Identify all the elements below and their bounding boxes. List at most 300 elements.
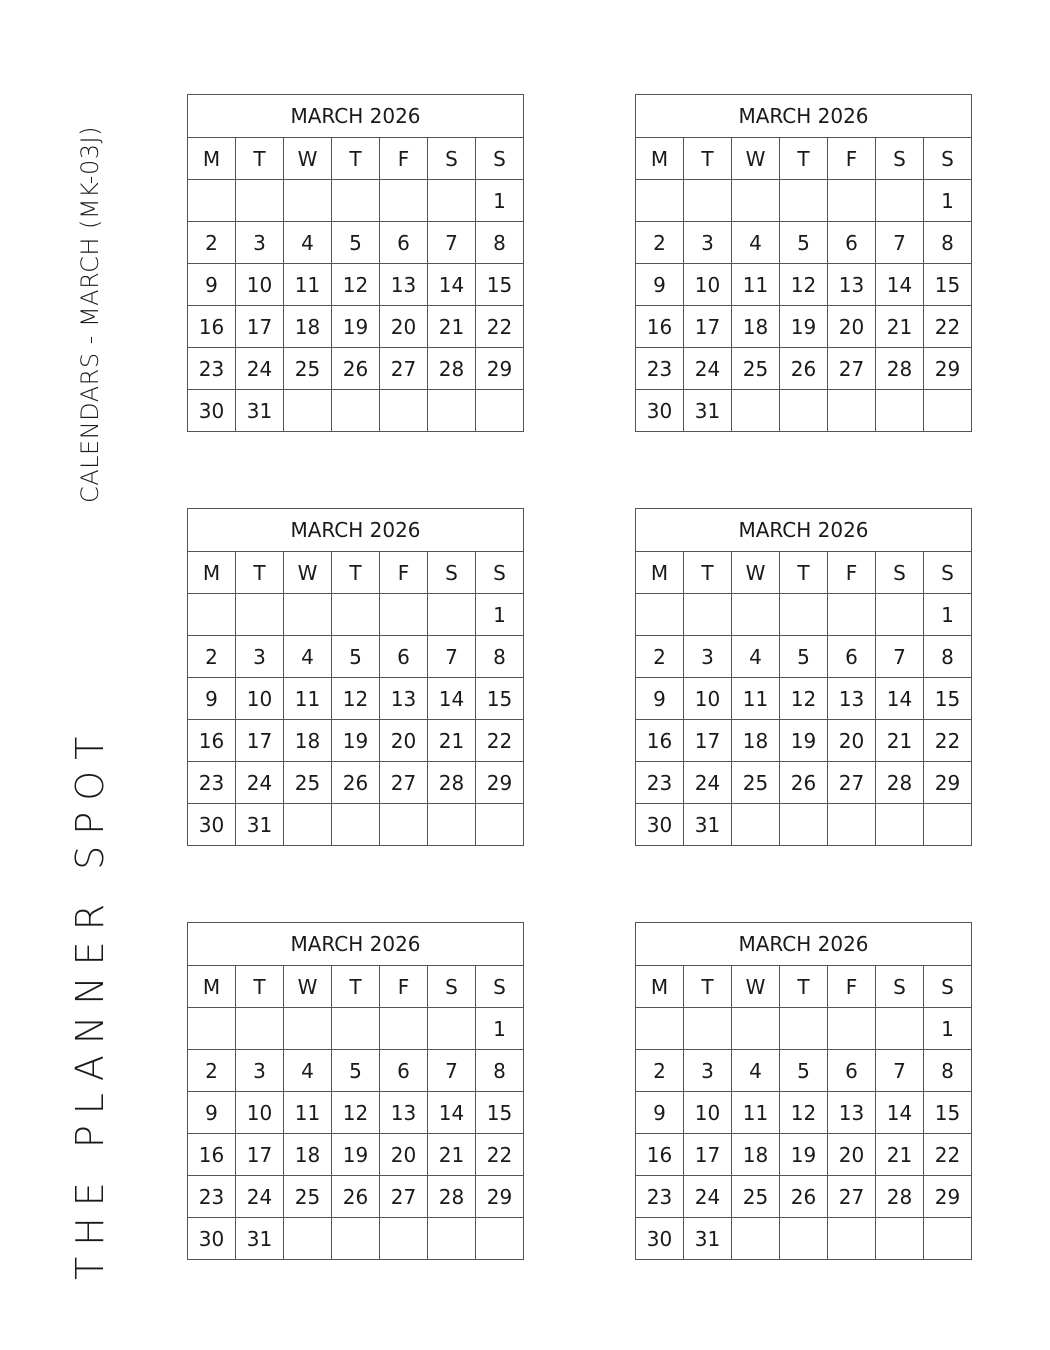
day-cell: 23 (636, 348, 684, 390)
day-cell: 26 (780, 762, 828, 804)
day-cell: 17 (236, 1134, 284, 1176)
day-cell: 13 (380, 678, 428, 720)
week-row (636, 222, 972, 264)
day-cell (924, 390, 972, 432)
day-cell: 6 (380, 1050, 428, 1092)
day-cell: 11 (732, 1092, 780, 1134)
day-cell: 26 (780, 1176, 828, 1218)
day-cell (828, 180, 876, 222)
day-cell: 5 (332, 222, 380, 264)
day-cell: 18 (284, 1134, 332, 1176)
day-cell: 18 (284, 306, 332, 348)
day-cell: 22 (924, 720, 972, 762)
day-cell: 16 (188, 306, 236, 348)
weekday-header: M (188, 552, 236, 594)
weekday-header: S (876, 552, 924, 594)
week-row (188, 1008, 524, 1050)
day-cell: 27 (828, 1176, 876, 1218)
weekday-header: F (828, 138, 876, 180)
day-cell: 25 (732, 1176, 780, 1218)
weekday-header: M (636, 552, 684, 594)
day-cell: 10 (684, 1092, 732, 1134)
day-cell: 19 (780, 720, 828, 762)
day-cell: 23 (188, 348, 236, 390)
day-cell: 11 (732, 264, 780, 306)
day-cell (780, 594, 828, 636)
week-row (636, 804, 972, 846)
day-cell: 3 (236, 222, 284, 264)
day-cell: 2 (188, 1050, 236, 1092)
day-cell: 1 (476, 180, 524, 222)
weekday-header: T (236, 966, 284, 1008)
day-cell: 27 (828, 762, 876, 804)
week-row (188, 804, 524, 846)
day-cell (380, 390, 428, 432)
day-cell: 23 (188, 1176, 236, 1218)
weekday-header: S (876, 966, 924, 1008)
day-cell: 4 (732, 222, 780, 264)
day-cell: 23 (188, 762, 236, 804)
day-cell: 16 (188, 1134, 236, 1176)
day-cell: 21 (876, 306, 924, 348)
day-cell: 19 (332, 1134, 380, 1176)
week-row (188, 678, 524, 720)
weekday-header: W (732, 138, 780, 180)
day-cell (380, 594, 428, 636)
day-cell: 7 (876, 636, 924, 678)
day-cell (428, 804, 476, 846)
week-row (188, 1176, 524, 1218)
day-cell (780, 1008, 828, 1050)
day-cell: 7 (428, 222, 476, 264)
calendar-title: MARCH 2026 (636, 923, 972, 966)
weekday-header: F (380, 552, 428, 594)
weekday-header: W (284, 138, 332, 180)
page-subtitle: CALENDARS - MARCH (MK-03J) (76, 126, 104, 503)
day-cell: 2 (636, 222, 684, 264)
day-cell: 25 (284, 348, 332, 390)
day-cell (284, 594, 332, 636)
day-cell (876, 1218, 924, 1260)
week-row (636, 1050, 972, 1092)
week-row (636, 678, 972, 720)
week-row (188, 306, 524, 348)
day-cell (684, 180, 732, 222)
day-cell: 6 (380, 636, 428, 678)
day-cell: 17 (684, 720, 732, 762)
day-cell: 23 (636, 762, 684, 804)
day-cell: 28 (428, 762, 476, 804)
day-cell: 13 (380, 264, 428, 306)
week-row (188, 720, 524, 762)
week-row (636, 1218, 972, 1260)
day-cell (924, 1218, 972, 1260)
day-cell: 28 (428, 348, 476, 390)
day-cell: 16 (636, 306, 684, 348)
week-row (188, 1092, 524, 1134)
day-cell: 5 (332, 636, 380, 678)
weekday-header: T (684, 966, 732, 1008)
day-cell: 6 (828, 1050, 876, 1092)
day-cell: 13 (828, 678, 876, 720)
day-cell: 20 (380, 720, 428, 762)
day-cell: 9 (188, 264, 236, 306)
day-cell (476, 390, 524, 432)
day-cell: 17 (236, 720, 284, 762)
day-cell: 29 (476, 348, 524, 390)
day-cell: 4 (732, 636, 780, 678)
day-cell: 14 (876, 264, 924, 306)
day-cell: 12 (332, 264, 380, 306)
day-cell: 3 (236, 1050, 284, 1092)
weekday-header: W (732, 966, 780, 1008)
day-cell: 29 (476, 762, 524, 804)
day-cell: 1 (924, 1008, 972, 1050)
day-cell: 4 (284, 636, 332, 678)
day-cell (732, 180, 780, 222)
day-cell (332, 180, 380, 222)
day-cell: 9 (636, 678, 684, 720)
day-cell: 26 (780, 348, 828, 390)
weekday-header: S (924, 138, 972, 180)
week-row (188, 264, 524, 306)
day-cell: 30 (188, 1218, 236, 1260)
day-cell (636, 180, 684, 222)
day-cell (828, 594, 876, 636)
day-cell (732, 1218, 780, 1260)
day-cell (636, 594, 684, 636)
day-cell: 1 (476, 594, 524, 636)
day-cell: 1 (476, 1008, 524, 1050)
day-cell: 11 (284, 678, 332, 720)
day-cell: 7 (428, 636, 476, 678)
day-cell: 17 (236, 306, 284, 348)
weekday-header: T (780, 552, 828, 594)
day-cell: 14 (428, 1092, 476, 1134)
day-cell: 24 (236, 762, 284, 804)
day-cell: 21 (428, 720, 476, 762)
day-cell: 5 (780, 222, 828, 264)
day-cell (284, 180, 332, 222)
day-cell: 11 (284, 264, 332, 306)
weekday-header: W (284, 966, 332, 1008)
day-cell: 4 (284, 222, 332, 264)
weekday-header: T (684, 138, 732, 180)
day-cell: 30 (636, 390, 684, 432)
day-cell: 15 (476, 264, 524, 306)
day-cell: 24 (684, 762, 732, 804)
calendar-title: MARCH 2026 (188, 509, 524, 552)
day-cell (876, 594, 924, 636)
week-row (188, 222, 524, 264)
day-cell: 16 (636, 1134, 684, 1176)
day-cell: 5 (780, 636, 828, 678)
day-cell (780, 1218, 828, 1260)
day-cell: 5 (332, 1050, 380, 1092)
day-cell: 18 (732, 306, 780, 348)
weekday-header: F (828, 966, 876, 1008)
day-cell: 15 (924, 1092, 972, 1134)
day-cell: 15 (476, 678, 524, 720)
day-cell: 14 (876, 678, 924, 720)
weekday-header: F (828, 552, 876, 594)
weekday-header: S (476, 138, 524, 180)
week-row (636, 636, 972, 678)
day-cell: 19 (332, 306, 380, 348)
day-cell: 26 (332, 762, 380, 804)
day-cell: 6 (380, 222, 428, 264)
day-cell: 24 (684, 1176, 732, 1218)
weekday-header: T (236, 552, 284, 594)
day-cell: 20 (828, 306, 876, 348)
day-cell: 22 (924, 1134, 972, 1176)
week-row (636, 594, 972, 636)
day-cell (380, 804, 428, 846)
calendar-title: MARCH 2026 (636, 95, 972, 138)
weekday-header: M (636, 966, 684, 1008)
weekday-header: T (332, 138, 380, 180)
day-cell: 7 (428, 1050, 476, 1092)
day-cell: 3 (236, 636, 284, 678)
day-cell: 12 (332, 1092, 380, 1134)
day-cell: 31 (236, 390, 284, 432)
day-cell: 30 (188, 390, 236, 432)
week-row (188, 390, 524, 432)
calendar-3 (187, 508, 524, 846)
day-cell: 19 (780, 1134, 828, 1176)
day-cell: 21 (876, 720, 924, 762)
calendar-4 (635, 508, 972, 846)
day-cell: 31 (684, 390, 732, 432)
weekday-header: S (428, 966, 476, 1008)
day-cell: 10 (236, 1092, 284, 1134)
day-cell: 13 (380, 1092, 428, 1134)
day-cell: 24 (236, 348, 284, 390)
day-cell: 14 (876, 1092, 924, 1134)
day-cell: 4 (284, 1050, 332, 1092)
weekday-header: S (924, 966, 972, 1008)
week-row (636, 762, 972, 804)
day-cell: 28 (428, 1176, 476, 1218)
day-cell: 29 (924, 762, 972, 804)
weekday-header: M (188, 966, 236, 1008)
day-cell: 10 (684, 678, 732, 720)
day-cell: 11 (732, 678, 780, 720)
day-cell: 22 (476, 1134, 524, 1176)
week-row (188, 1134, 524, 1176)
day-cell: 2 (636, 1050, 684, 1092)
day-cell: 25 (732, 762, 780, 804)
week-row (636, 306, 972, 348)
day-cell (332, 804, 380, 846)
day-cell: 22 (476, 720, 524, 762)
week-row (636, 390, 972, 432)
day-cell (428, 1218, 476, 1260)
calendar-5 (187, 922, 524, 1260)
day-cell: 22 (476, 306, 524, 348)
day-cell: 24 (236, 1176, 284, 1218)
day-cell: 13 (828, 1092, 876, 1134)
day-cell (380, 1218, 428, 1260)
day-cell (876, 180, 924, 222)
day-cell: 15 (924, 678, 972, 720)
day-cell: 3 (684, 222, 732, 264)
weekday-header: F (380, 138, 428, 180)
day-cell: 21 (428, 1134, 476, 1176)
day-cell (428, 390, 476, 432)
day-cell: 16 (188, 720, 236, 762)
week-row (636, 1092, 972, 1134)
weekday-header: F (380, 966, 428, 1008)
day-cell: 8 (924, 1050, 972, 1092)
day-cell (876, 390, 924, 432)
day-cell (876, 804, 924, 846)
day-cell (780, 390, 828, 432)
day-cell: 15 (924, 264, 972, 306)
day-cell: 10 (236, 678, 284, 720)
week-row (188, 348, 524, 390)
day-cell (380, 1008, 428, 1050)
week-row (636, 1008, 972, 1050)
day-cell (828, 804, 876, 846)
day-cell (924, 804, 972, 846)
day-cell (732, 1008, 780, 1050)
day-cell (428, 1008, 476, 1050)
day-cell: 2 (636, 636, 684, 678)
day-cell: 7 (876, 1050, 924, 1092)
day-cell: 1 (924, 180, 972, 222)
day-cell: 20 (828, 1134, 876, 1176)
day-cell: 23 (636, 1176, 684, 1218)
day-cell: 31 (236, 1218, 284, 1260)
week-row (636, 720, 972, 762)
weekday-header: M (188, 138, 236, 180)
weekday-header: T (780, 138, 828, 180)
day-cell: 28 (876, 1176, 924, 1218)
day-cell: 10 (236, 264, 284, 306)
day-cell (428, 180, 476, 222)
day-cell: 9 (188, 678, 236, 720)
day-cell: 18 (732, 720, 780, 762)
day-cell (828, 1218, 876, 1260)
day-cell (828, 1008, 876, 1050)
day-cell: 18 (284, 720, 332, 762)
week-row (188, 1050, 524, 1092)
day-cell: 8 (924, 636, 972, 678)
day-cell: 1 (924, 594, 972, 636)
day-cell (476, 1218, 524, 1260)
day-cell: 3 (684, 1050, 732, 1092)
day-cell (732, 594, 780, 636)
day-cell: 28 (876, 762, 924, 804)
calendar-2 (635, 94, 972, 432)
week-row (636, 180, 972, 222)
day-cell: 9 (636, 1092, 684, 1134)
day-cell (332, 1008, 380, 1050)
day-cell: 12 (332, 678, 380, 720)
day-cell: 28 (876, 348, 924, 390)
day-cell: 8 (476, 636, 524, 678)
day-cell: 29 (476, 1176, 524, 1218)
weekday-header: T (236, 138, 284, 180)
day-cell (476, 804, 524, 846)
day-cell: 16 (636, 720, 684, 762)
week-row (636, 1134, 972, 1176)
day-cell: 8 (924, 222, 972, 264)
day-cell: 25 (284, 1176, 332, 1218)
day-cell: 3 (684, 636, 732, 678)
day-cell: 20 (380, 1134, 428, 1176)
weekday-header: M (636, 138, 684, 180)
weekday-header: W (732, 552, 780, 594)
week-row (188, 762, 524, 804)
day-cell: 11 (284, 1092, 332, 1134)
day-cell (284, 1218, 332, 1260)
day-cell (780, 180, 828, 222)
day-cell: 27 (380, 762, 428, 804)
week-row (188, 180, 524, 222)
day-cell (332, 390, 380, 432)
weekday-header: T (332, 552, 380, 594)
day-cell: 18 (732, 1134, 780, 1176)
weekday-header: T (684, 552, 732, 594)
day-cell: 6 (828, 222, 876, 264)
day-cell: 13 (828, 264, 876, 306)
week-row (636, 264, 972, 306)
day-cell: 17 (684, 1134, 732, 1176)
calendar-title: MARCH 2026 (188, 95, 524, 138)
day-cell (732, 390, 780, 432)
day-cell: 31 (684, 1218, 732, 1260)
weekday-header: T (332, 966, 380, 1008)
day-cell: 14 (428, 678, 476, 720)
day-cell: 25 (284, 762, 332, 804)
day-cell: 26 (332, 348, 380, 390)
day-cell: 10 (684, 264, 732, 306)
day-cell (428, 594, 476, 636)
day-cell: 29 (924, 1176, 972, 1218)
day-cell: 2 (188, 636, 236, 678)
day-cell: 5 (780, 1050, 828, 1092)
day-cell: 30 (636, 1218, 684, 1260)
day-cell: 15 (476, 1092, 524, 1134)
day-cell: 31 (236, 804, 284, 846)
day-cell: 9 (636, 264, 684, 306)
day-cell: 21 (428, 306, 476, 348)
day-cell: 27 (828, 348, 876, 390)
weekday-header: S (476, 552, 524, 594)
weekday-header: S (428, 552, 476, 594)
week-row (188, 636, 524, 678)
day-cell (876, 1008, 924, 1050)
day-cell (188, 594, 236, 636)
day-cell: 29 (924, 348, 972, 390)
day-cell: 19 (780, 306, 828, 348)
day-cell: 6 (828, 636, 876, 678)
day-cell (684, 594, 732, 636)
day-cell (188, 1008, 236, 1050)
day-cell: 22 (924, 306, 972, 348)
week-row (188, 1218, 524, 1260)
day-cell: 31 (684, 804, 732, 846)
calendar-title: MARCH 2026 (636, 509, 972, 552)
weekday-header: W (284, 552, 332, 594)
day-cell (284, 390, 332, 432)
day-cell: 27 (380, 348, 428, 390)
day-cell: 19 (332, 720, 380, 762)
day-cell (684, 1008, 732, 1050)
calendar-6 (635, 922, 972, 1260)
